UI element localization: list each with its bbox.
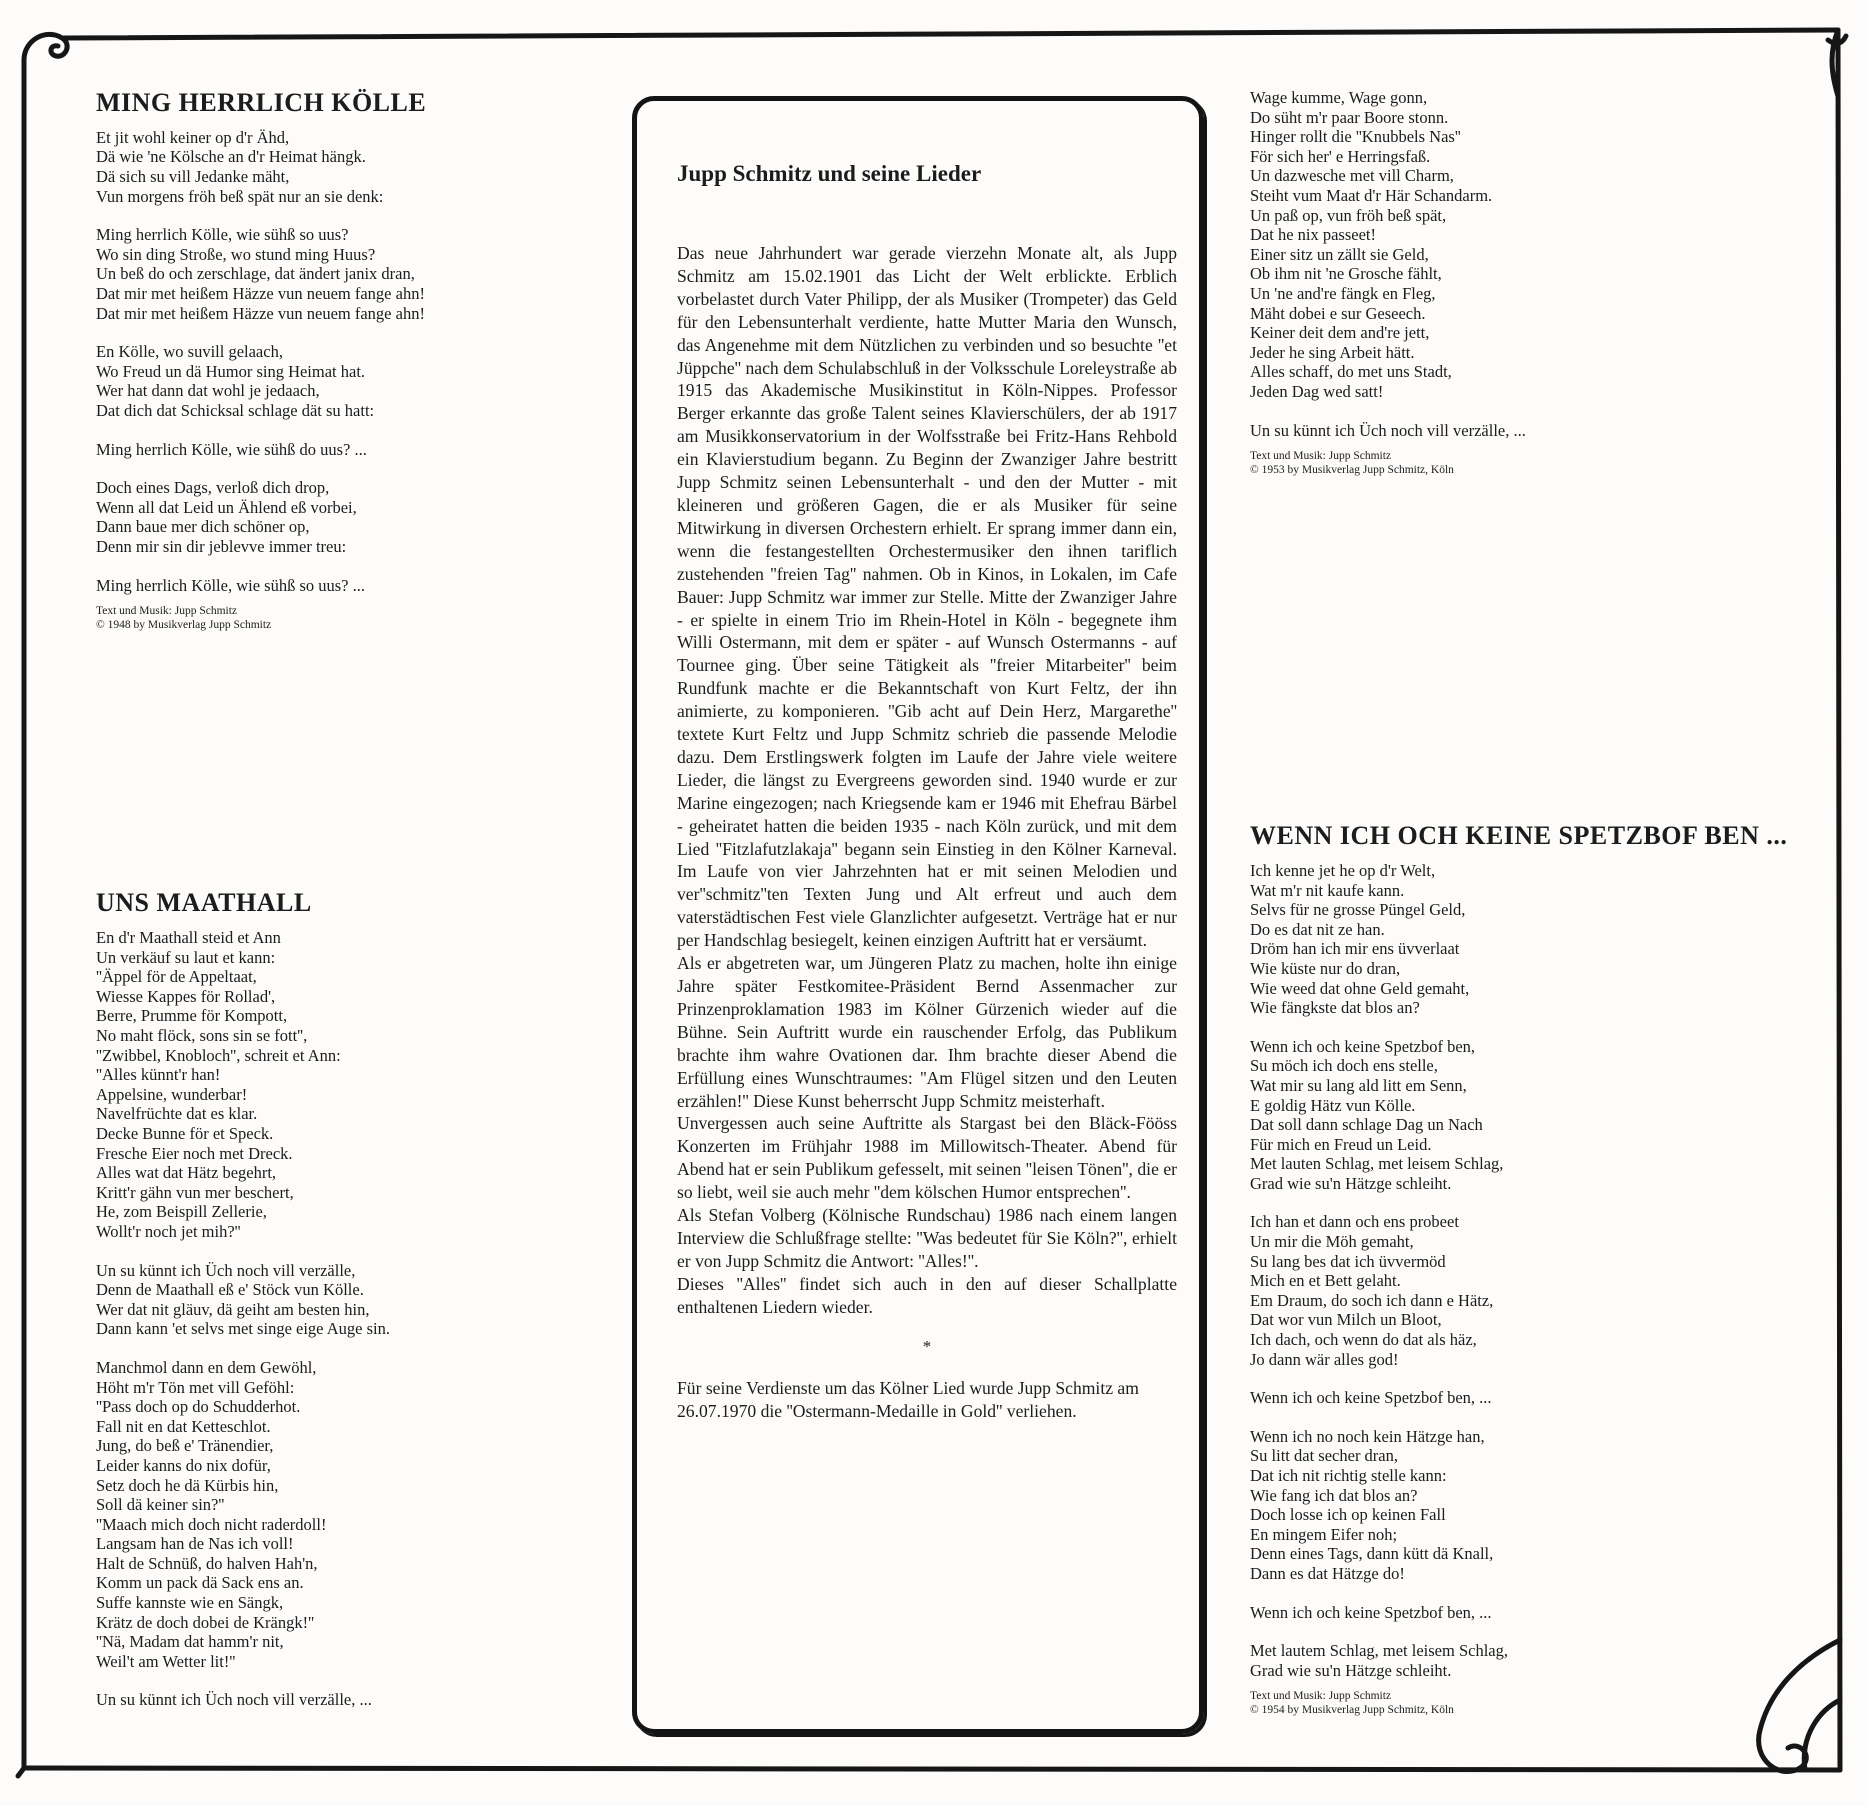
lyric-line: Un su künnt ich Üch noch vill verzälle, ... (96, 1690, 372, 1710)
lyric-line: Fall nit en dat Ketteschlot. (96, 1416, 271, 1436)
lyric-line: Wo sin ding Stroße, wo stund ming Huus? (96, 244, 376, 264)
stanza (96, 1261, 616, 1339)
lyric-line: Kritt'r gähn vun mer beschert, (96, 1182, 294, 1202)
lyric-line: Setz doch he dä Kürbis hin, (96, 1475, 279, 1495)
lyric-line: Un verkäuf su laut et kann: (96, 947, 276, 967)
lyric-line: Un dazwesche met vill Charm, (1250, 166, 1454, 186)
lyric-line: Wo Freud un dä Humor sing Heimat hat. (96, 361, 366, 381)
stanza (1250, 421, 1810, 441)
lyric-line: Dann baue mer dich schöner op, (96, 517, 310, 537)
lyric-line: Alles wat dat Hätz begehrt, (96, 1163, 277, 1183)
lyric-line: ''Zwibbel, Knobloch'', schreit et Ann: (96, 1045, 341, 1065)
lyric-line: Do es dat nit ze han. (1250, 919, 1385, 939)
song-title: MING HERRLICH KÖLLE (96, 88, 427, 117)
lyric-line: Wat m'r nit kaufe kann. (1250, 880, 1405, 900)
song-credits (96, 604, 616, 632)
lyric-line: Ming herrlich Kölle, wie sühß so uus? (96, 225, 349, 245)
lyric-line: Grad wie su'n Hätzge schleiht. (1250, 1173, 1452, 1193)
lyric-line: Steiht vum Maat d'r Här Schandarm. (1250, 185, 1493, 205)
lyric-line: Berre, Prumme för Kompott, (96, 1006, 288, 1026)
lyric-line: Komm un pack dä Sack ens an. (96, 1573, 304, 1593)
lyric-line: Manchmol dann en dem Gewöhl, (96, 1357, 317, 1377)
lyric-line: En d'r Maathall steid et Ann (96, 928, 281, 948)
lyric-line: Leider kanns do nix dofür, (96, 1455, 271, 1475)
lyric-line: Dat he nix passeet! (1250, 225, 1376, 245)
lyric-line: Doch eines Dags, verloß dich drop, (96, 478, 330, 498)
lyric-line: Suffe kannste wie en Sängk, (96, 1593, 284, 1613)
lyric-line: Ich dach, och wenn do dat als häz, (1250, 1330, 1477, 1350)
lyric-line: Dann es dat Hätzge do! (1250, 1563, 1405, 1583)
lyric-line: Denn eines Tags, dann kütt dä Knall, (1250, 1544, 1494, 1564)
stanza (96, 928, 616, 1242)
credit-line: © 1953 by Musikverlag Jupp Schmitz, Köln (1250, 464, 1454, 477)
lyric-line: Wie weed dat ohne Geld gemaht, (1250, 978, 1470, 998)
lyric-line: Et jit wohl keiner op d'r Ähd, (96, 127, 290, 147)
stanza (96, 1690, 616, 1710)
lyric-line: Un su künnt ich Üch noch vill verzälle, (96, 1260, 356, 1280)
biography-paragraph: Als er abgetreten war, um Jüngeren Platz zu machen, holte ihn einige Jahre später Festkomitee-Präsident Bernd Assenmacher zur Prinzenproklamation 1983 im Kölner Gürzenich wieder auf die Bühne. Sein Auftritt wurde ein rauschender Erfolg, das Publikum brachte ihm wahre Ovationen dar. Ihm brachte dieser Abend die Erfüllung eines Wunschtraumes: ''Am Flügel sitzen und den Leuten erzählen!'' Diese Kunst beherrscht Jupp Schmitz meisterhaft. (677, 953, 1177, 1111)
lyric-line: Grad wie su'n Hätzge schleiht. (1250, 1660, 1452, 1680)
song-ming-herrlich-koelle (96, 88, 616, 632)
lyric-line: Un beß do och zerschlage, dat ändert janix dran, (96, 264, 415, 284)
biography-box (632, 96, 1204, 1734)
stanza (1250, 861, 1810, 1018)
right-column (1250, 88, 1810, 1717)
stanza (1250, 1388, 1810, 1408)
lyric-line: Dat mir met heißem Häzze vun neuem fange ahn! (96, 303, 425, 323)
lyric-line: Ob ihm nit 'ne Grosche fählt, (1250, 264, 1442, 284)
lyric-line: ''Alles künnt'r han! (96, 1065, 221, 1085)
lyric-line: Einer sitz un zällt sie Geld, (1250, 244, 1429, 264)
lyric-line: Höht m'r Tön met vill Geföhl: (96, 1377, 295, 1397)
stanza (96, 128, 616, 206)
lyric-line: För sich her' e Herringsfaß. (1250, 146, 1431, 166)
lyric-line: Un paß op, vun fröh beß spät, (1250, 205, 1447, 225)
lyric-line: Su lang bes dat ich üvvermöd (1250, 1251, 1446, 1271)
lyric-line: ''Äppel för de Appeltaat, (96, 967, 257, 987)
stanza (96, 478, 616, 556)
lyric-line: Dat wor vun Milch un Bloot, (1250, 1310, 1442, 1330)
lyric-line: Dann kann 'et selvs met singe eige Auge sin. (96, 1319, 390, 1339)
stanza (96, 225, 616, 323)
lyric-line: Für mich en Freud un Leid. (1250, 1134, 1432, 1154)
lyric-line: Dat ich nit richtig stelle kann: (1250, 1466, 1447, 1486)
stanza (1250, 1603, 1810, 1623)
lyric-line: Langsam han de Nas ich voll! (96, 1534, 294, 1554)
lyric-line: Mich en et Bett gelaht. (1250, 1271, 1401, 1291)
song-wenn-ich-och-keine-spetzbof-ben (1250, 821, 1810, 1717)
lyric-line: Dat dich dat Schicksal schlage dät su hatt: (96, 401, 375, 421)
lyric-line: Wie küste nur do dran, (1250, 958, 1401, 978)
lyric-line: Su möch ich doch ens stelle, (1250, 1056, 1438, 1076)
lyric-line: Jeden Dag wed satt! (1250, 381, 1384, 401)
lyric-line: Do süht m'r paar Boore stonn. (1250, 107, 1449, 127)
lyric-line: Dat mir met heißem Häzze vun neuem fange ahn! (96, 284, 425, 304)
credit-line: Text und Musik: Jupp Schmitz (1250, 1690, 1392, 1703)
lyric-line: Dä wie 'ne Kölsche an d'r Heimat hängk. (96, 147, 366, 167)
credit-line: Text und Musik: Jupp Schmitz (96, 605, 238, 618)
lyric-line: ''Maach mich doch nicht raderdoll! (96, 1514, 327, 1534)
song-credits (1250, 449, 1810, 477)
lyric-line: ''Pass doch op do Schudderhot. (96, 1397, 301, 1417)
lyric-line: Decke Bunne för et Speck. (96, 1124, 274, 1143)
lyric-line: Weil't am Wetter lit!'' (96, 1651, 236, 1671)
stanza (1250, 1427, 1810, 1584)
lyric-line: Ich kenne jet he op d'r Welt, (1250, 860, 1436, 880)
lyric-line: Jeder he sing Arbeit hätt. (1250, 342, 1415, 362)
lyric-line: Wenn ich och keine Spetzbof ben, ... (1250, 1602, 1492, 1622)
stanza (96, 1358, 616, 1672)
lyric-line: Wer hat dann dat wohl je jedaach, (96, 381, 320, 401)
lyric-line: No maht flöck, sons sin se fott'', (96, 1026, 308, 1046)
lyric-line: Wat mir su lang ald litt em Senn, (1250, 1075, 1467, 1095)
lyric-line: Ming herrlich Kölle, wie sühß do uus? ... (96, 439, 367, 459)
lyric-line: Soll dä keiner sin?'' (96, 1495, 225, 1515)
left-column (96, 88, 616, 1729)
lyric-line: Dat soll dann schlage Dag un Nach (1250, 1115, 1483, 1135)
biography-paragraph: Das neue Jahrhundert war gerade vierzehn Monate alt, als Jupp Schmitz am 15.02.1901 das Licht der Welt erblickte. Erblich vorbelastet durch Vater Philipp, der als Musiker (Trompeter) das Geld für den Lebensunterhalt verdiente, hatte Mutter Maria den Wunsch, das Angenehme mit dem Nützlichen zu verbinden und so besuchte ''et Jüppche'' nach dem Schulabschluß in der Volksschule Loreleystraße ab 1915 das Akademische Musikinstitut in Köln-Nippes. Professor Berger erkannte das große Talent seines Klavierschülers, der ab 1917 am Musikkonservatorium in der Wolfsstraße bei Fritz-Hans Rehbold ein Klavierstudium begann. Zu Beginn der Zwanziger Jahre bestritt Jupp Schmitz seinen Lebensunterhalt - und den der Mutter - mit kleineren und größeren Gagen, die er als Musiker für seine Mitwirkung in diversen Orchestern erhielt. Er sprang immer dann ein, wenn die festangestellten Orchestermusiker den ihnen tariflich zustehenden ''freien Tag'' nahmen. Ob in Kinos, in Lokalen, im Cafe Bauer: Jupp Schmitz war immer zur Stelle. Mitte der Zwanziger Jahre - er spielte in einem Trio im Rhein-Hotel in Köln - begegnete ihm Willi Ostermann, mit dem er später - auf Wunsch Ostermanns - auf Tournee ging. Über seine Tätigkeit als ''freier Mitarbeiter'' beim Rundfunk machte er die Bekanntschaft von Kurt Feltz, der ihn animierte, zu komponieren. ''Gib acht auf Dein Herz, Margarethe'' textete Kurt Feltz und Jupp Schmitz schrieb die passende Melodie dazu. Dem Erstlingswerk folgten im Laufe der Jahre viele weitere Lieder, die längst zu Evergreens geworden sind. 1940 wurde er zur Marine eingezogen; nach Kriegsende kam er 1946 mit Ehefrau Bärbel - geheiratet hatten die beiden 1935 - nach Köln zurück, und mit dem Lied ''Fitzlafutzlakaja'' begann sein Einstieg in den Kölner Karneval. Im Laufe von vier Jahrzehnten hat er mit seinen Melodien und ver''schmitz''ten Texten Jung und Alt erfreut und auch dem vaterstädtischen Fest viele Glanzlichter aufgesetzt. Verträge hat er nur per Handschlag besiegelt, keinen einzigen Auftritt hat er versäumt. (677, 243, 1177, 951)
lyric-line: Fresche Eier noch met Dreck. (96, 1143, 293, 1163)
song-title: UNS MAATHALL (96, 888, 312, 918)
lyric-line: Denn mir sin dir jeblevve immer treu: (96, 536, 347, 556)
lyric-line: En mingem Eifer noh; (1250, 1524, 1398, 1544)
lyric-line: Un mir die Möh gemaht, (1250, 1232, 1414, 1252)
biography-paragraph: Dieses ''Alles'' findet sich auch in den auf dieser Schallplatte enthaltenen Liedern wieder. (677, 1273, 1177, 1317)
lyric-line: Appelsine, wunderbar! (96, 1084, 248, 1104)
biography-award-note: Für seine Verdienste um das Kölner Lied wurde Jupp Schmitz am 26.07.1970 die ''Ostermann-Medaille in Gold'' verliehen. (677, 1377, 1139, 1421)
lyric-line: Hinger rollt die ''Knubbels Nas'' (1250, 127, 1461, 147)
lyric-line: Wenn ich no noch kein Hätzge han, (1250, 1426, 1485, 1446)
lyric-line: He, zom Beispill Zellerie, (96, 1202, 267, 1222)
lyric-line: Dröm han ich mir ens üvverlaat (1250, 939, 1460, 959)
lyric-line: Met lautem Schlag, met leisem Schlag, (1250, 1641, 1508, 1661)
stanza (1250, 1212, 1810, 1369)
lyric-line: Vun morgens fröh beß spät nur an sie denk: (96, 186, 384, 206)
credit-line: © 1954 by Musikverlag Jupp Schmitz, Köln (1250, 1704, 1454, 1717)
lyric-line: Mäht dobei e sur Geseech. (1250, 303, 1426, 323)
biography-text (677, 242, 1177, 1319)
lyric-line: E goldig Hätz vun Kölle. (1250, 1095, 1416, 1115)
lyric-line: Halt de Schnüß, do halven Hah'n, (96, 1553, 318, 1573)
lyric-line: Wie fängkste dat blos an? (1250, 998, 1420, 1018)
lyric-line: Wollt'r noch jet mih?'' (96, 1221, 241, 1241)
lyric-line: Denn de Maathall eß e' Stöck vun Kölle. (96, 1280, 364, 1300)
lyric-line: Met lauten Schlag, met leisem Schlag, (1250, 1154, 1504, 1174)
lyric-line: Wenn ich och keine Spetzbof ben, (1250, 1036, 1476, 1056)
lyric-line: Wage kumme, Wage gonn, (1250, 88, 1428, 107)
lyric-line: Keiner deit dem and're jett, (1250, 323, 1430, 343)
lyric-line: Wiesse Kappes för Rollad', (96, 986, 276, 1006)
lyric-line: Doch losse ich op keinen Fall (1250, 1505, 1446, 1525)
lyric-line: Jung, do beß e' Tränendier, (96, 1436, 274, 1456)
stanza (1250, 1037, 1810, 1194)
biography-paragraph: Als Stefan Volberg (Kölnische Rundschau) 1986 nach einem langen Interview die Schlußfrage stellte: ''Was bedeutet für Sie Köln?'', erhielt er von Jupp Schmitz die Antwort: ''Alles!''. (677, 1205, 1177, 1271)
lyric-line: ''Nä, Madam dat hamm'r nit, (96, 1632, 284, 1652)
stanza (96, 440, 616, 460)
stanza (96, 342, 616, 420)
song-title: WENN ICH OCH KEINE SPETZBOF BEN ... (1250, 821, 1788, 851)
credit-line: Text und Musik: Jupp Schmitz (1250, 450, 1392, 463)
stanza (96, 576, 616, 596)
lyric-line: Alles schaff, do met uns Stadt, (1250, 362, 1452, 382)
stanza (1250, 1641, 1810, 1680)
lyric-line: Selvs für ne grosse Püngel Geld, (1250, 900, 1466, 920)
lyric-line: Jo dann wär alles god! (1250, 1349, 1399, 1369)
lyric-line: Wer dat nit gläuv, dä geiht am besten hin, (96, 1299, 370, 1319)
lyric-line: Su litt dat secher dran, (1250, 1446, 1399, 1466)
lyric-line: Ming herrlich Kölle, wie sühß so uus? ... (96, 575, 366, 595)
stanza (1250, 88, 1810, 402)
credit-line: © 1948 by Musikverlag Jupp Schmitz (96, 619, 272, 632)
lyric-line: Dä sich su vill Jedanke mäht, (96, 167, 290, 187)
lyric-line: Un su künnt ich Üch noch vill verzälle, ... (1250, 420, 1526, 440)
biography-title: Jupp Schmitz und seine Lieder (677, 161, 982, 186)
lyric-line: Wie fang ich dat blos an? (1250, 1485, 1418, 1505)
lyric-line: Un 'ne and're fängk en Fleg, (1250, 283, 1436, 303)
lyric-line: Wenn all dat Leid un Ählend eß vorbei, (96, 497, 357, 517)
song-uns-maathall (96, 888, 616, 1710)
song-credits (1250, 1689, 1810, 1717)
biography-paragraph: Unvergessen auch seine Auftritte als Stargast bei den Bläck-Fööss Konzerten im Frühjahr 1988 im Millowitsch-Theater. Abend für Abend hat er sein Publikum gefesselt, mit seinen ''leisen Tönen'', die er so liebt, weil sie auch mehr ''dem kölschen Humor entsprechen''. (677, 1113, 1177, 1203)
lyric-line: Krätz de doch dobei de Krängk!'' (96, 1612, 315, 1632)
lyric-line: Ich han et dann och ens probeet (1250, 1212, 1459, 1232)
lyric-line: Navelfrüchte dat es klar. (96, 1104, 258, 1124)
section-separator: * (922, 1336, 932, 1356)
song-uns-maathall-continued (1250, 88, 1810, 477)
lyric-line: En Kölle, wo suvill gelaach, (96, 342, 283, 362)
lyric-line: Em Draum, do soch ich dann e Hätz, (1250, 1290, 1494, 1310)
lyric-line: Wenn ich och keine Spetzbof ben, ... (1250, 1388, 1492, 1408)
